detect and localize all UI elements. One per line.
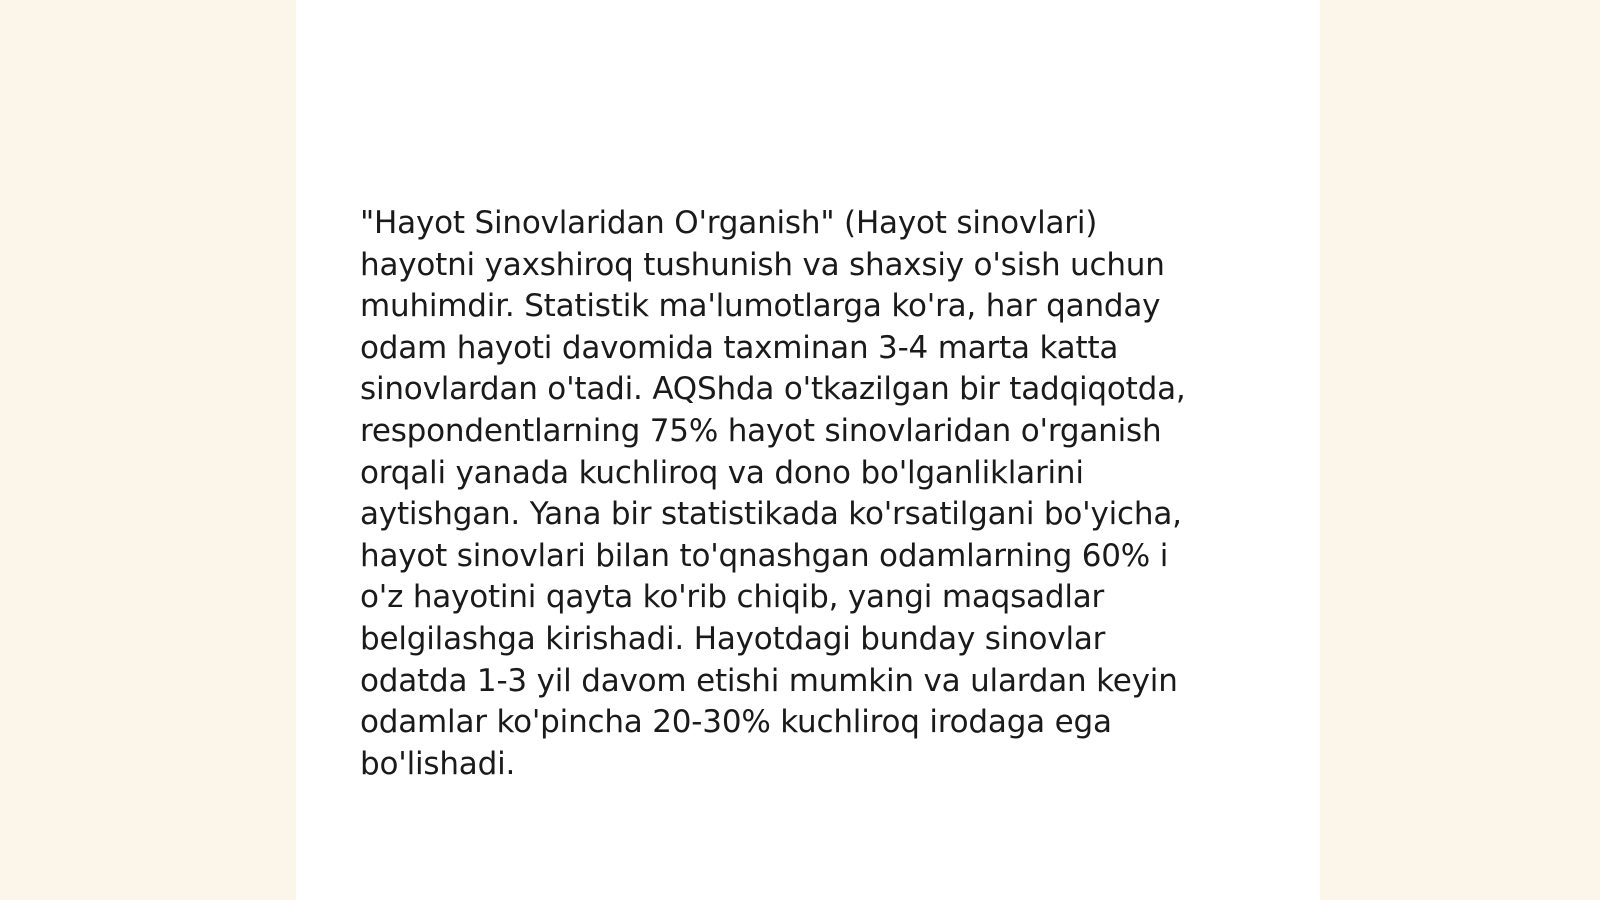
text-line: hayotni yaxshiroq tushunish va shaxsiy o'sish uchun [360, 246, 1165, 283]
text-line: bo'lishadi. [360, 745, 516, 782]
text-line: "Hayot Sinovlaridan O'rganish" (Hayot sinovlari) [360, 205, 1098, 241]
text-line: odamlar ko'pincha 20-30% kuchliroq irodaga ega [360, 704, 1112, 741]
text-line: hayot sinovlari bilan to'qnashgan odamlarning 60% i [360, 537, 1169, 574]
text-line: odatda 1-3 yil davom etishi mumkin va ulardan keyin [360, 662, 1178, 699]
text-line: muhimdir. Statistik ma'lumotlarga ko'ra, har qanday [360, 288, 1161, 325]
text-line: orqali yanada kuchliroq va dono bo'lganliklarini [360, 454, 1084, 491]
text-line: sinovlardan o'tadi. AQShda o'tkazilgan bir tadqiqotda, [360, 371, 1186, 408]
text-line: belgilashga kirishadi. Hayotdagi bunday sinovlar [360, 620, 1106, 657]
body-paragraph [360, 203, 1260, 785]
text-line: respondentlarning 75% hayot sinovlaridan o'rganish [360, 412, 1162, 449]
text-line: odam hayoti davomida taxminan 3-4 marta katta [360, 329, 1119, 366]
text-line: aytishgan. Yana bir statistikada ko'rsatilgani bo'yicha, [360, 496, 1182, 533]
text-line: o'z hayotini qayta ko'rib chiqib, yangi maqsadlar [360, 579, 1105, 616]
document-page [296, 0, 1320, 900]
